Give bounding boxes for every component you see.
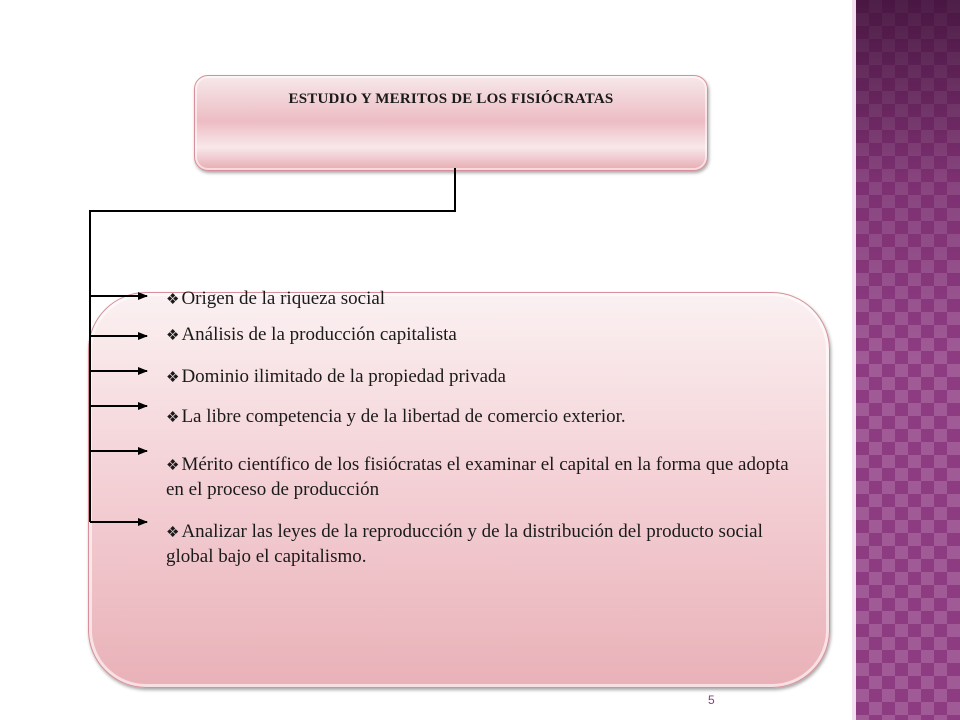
diamond-bullet-icon: ❖ [166, 328, 180, 344]
diamond-bullet-icon: ❖ [166, 292, 180, 308]
item-text: Análisis de la producción capitalista [181, 324, 457, 345]
list-item-1 [166, 287, 796, 312]
diamond-bullet-icon: ❖ [166, 525, 180, 541]
item-text: Mérito científico de los fisiócratas el examinar el capital en la forma que adopta en el proceso de producción [166, 454, 789, 500]
list-item-4 [166, 405, 796, 430]
diamond-bullet-icon: ❖ [166, 458, 180, 474]
diamond-bullet-icon: ❖ [166, 370, 180, 386]
list-item-3 [166, 365, 796, 390]
page-number: 5 [708, 693, 715, 707]
list-item-6 [166, 520, 796, 569]
item-text: La libre competencia y de la libertad de comercio exterior. [181, 406, 626, 427]
list-item-5 [166, 453, 796, 502]
diagram-title: ESTUDIO Y MERITOS DE LOS FISIÓCRATAS [288, 91, 614, 107]
item-text: Origen de la riqueza social [181, 288, 386, 309]
item-text: Analizar las leyes de la reproducción y de la distribución del producto social global bajo el capitalismo. [166, 521, 763, 567]
item-text: Dominio ilimitado de la propiedad privada [181, 366, 506, 387]
diamond-bullet-icon: ❖ [166, 410, 180, 426]
list-item-2 [166, 323, 796, 348]
